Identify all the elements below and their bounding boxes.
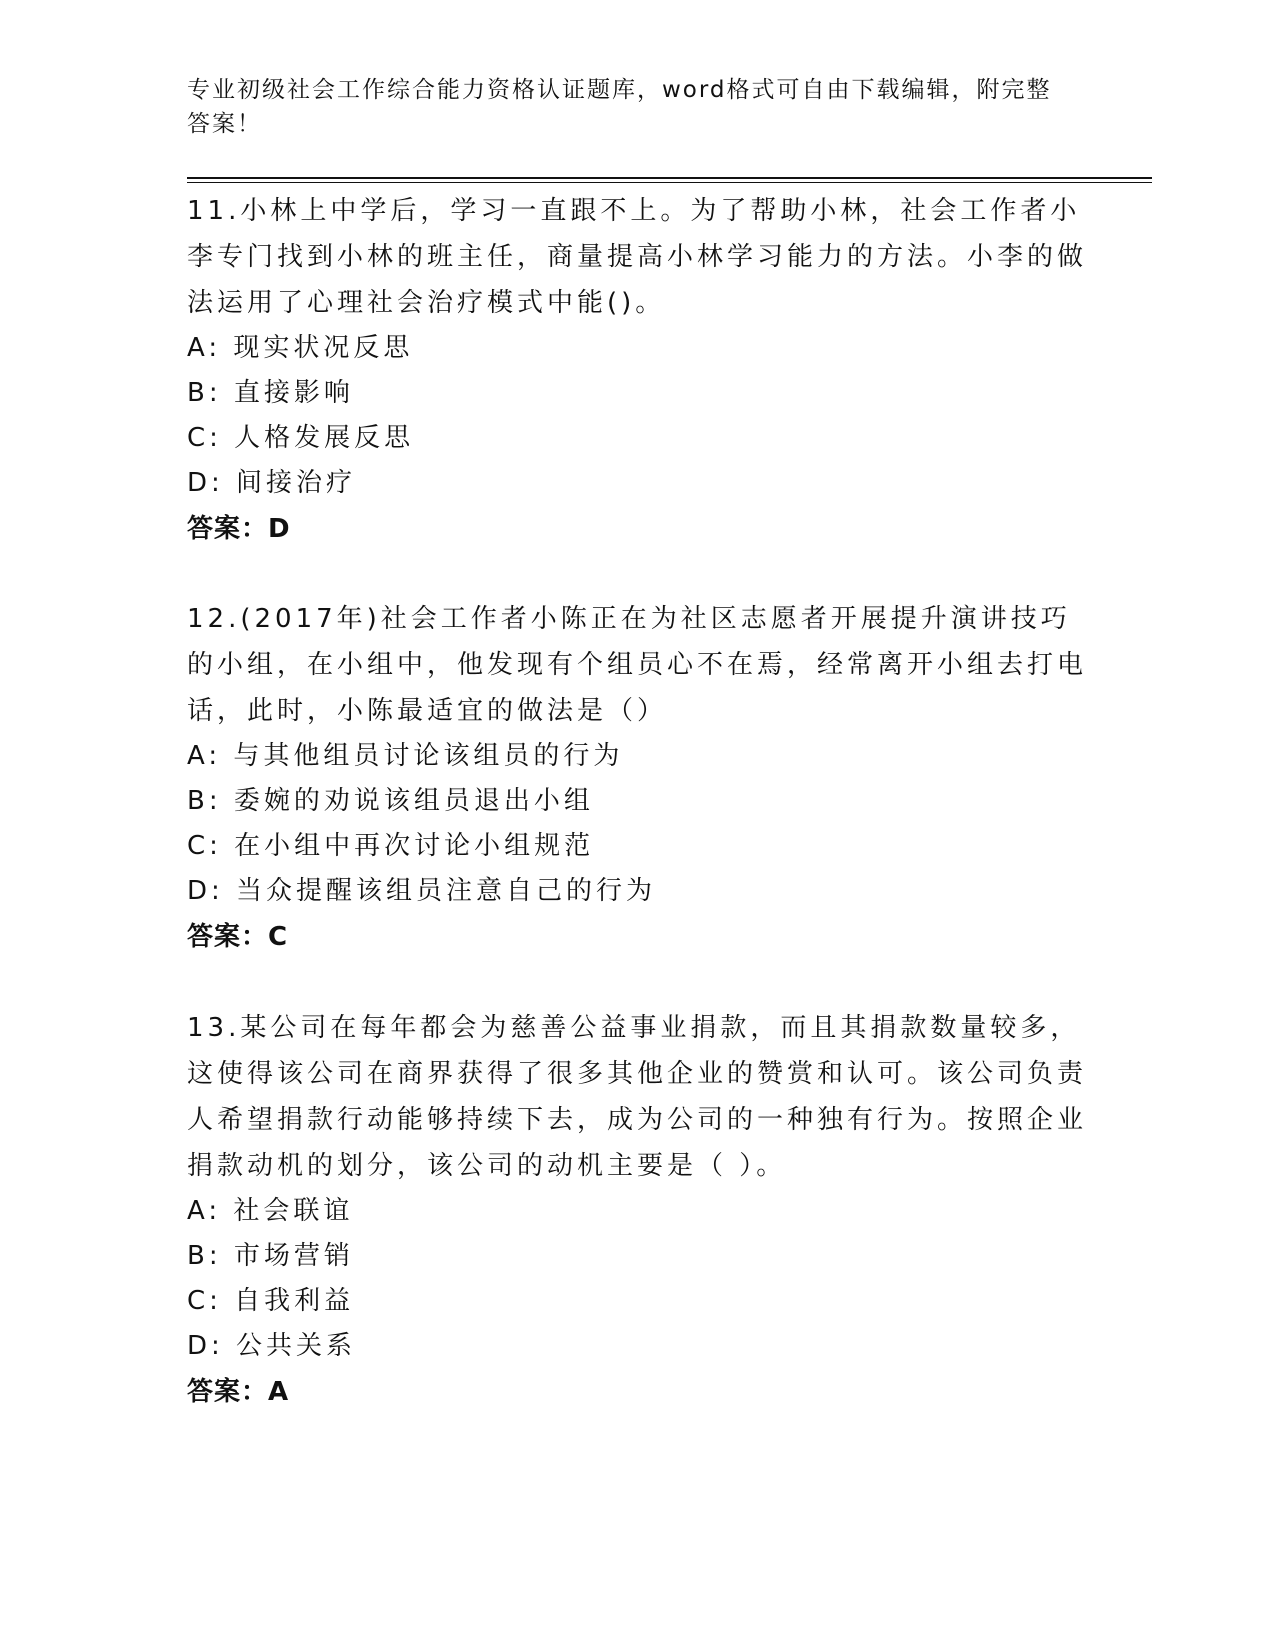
header-divider-thin: [187, 182, 1152, 183]
option-d: D: 当众提醒该组员注意自己的行为: [187, 876, 657, 906]
option-a: A: 与其他组员讨论该组员的行为: [187, 741, 624, 771]
question-block: [187, 1005, 1087, 1415]
answer-label: 答案：A: [187, 1377, 290, 1407]
question-block: [187, 596, 1087, 960]
option-b: B: 市场营销: [187, 1241, 354, 1271]
header-divider-thick: [187, 177, 1152, 179]
option-d: D: 间接治疗: [187, 468, 357, 498]
question-stem: 11.小林上中学后，学习一直跟不上。为了帮助小林，社会工作者小李专门找到小林的班主任，商量提高小林学习能力的方法。小李的做法运用了心理社会治疗模式中能()。: [187, 196, 1088, 318]
option-b: B: 委婉的劝说该组员退出小组: [187, 786, 594, 816]
option-a: A: 现实状况反思: [187, 333, 414, 363]
document-header: 专业初级社会工作综合能力资格认证题库，word格式可自由下载编辑，附完整答案！: [187, 77, 1052, 137]
option-b: B: 直接影响: [187, 378, 354, 408]
question-block: [187, 188, 1087, 552]
question-stem: 13.某公司在每年都会为慈善公益事业捐款，而且其捐款数量较多，这使得该公司在商界获得了很多其他企业的赞赏和认可。该公司负责人希望捐款行动能够持续下去，成为公司的一种独有行为。按照企业捐款动机的划分，该公司的动机主要是（ ）。: [187, 1013, 1088, 1181]
option-d: D: 公共关系: [187, 1331, 357, 1361]
question-stem: 12.(2017年)社会工作者小陈正在为社区志愿者开展提升演讲技巧的小组，在小组中，他发现有个组员心不在焉，经常离开小组去打电话，此时，小陈最适宜的做法是（）: [187, 604, 1088, 726]
option-a: A: 社会联谊: [187, 1196, 354, 1226]
answer-label: 答案：D: [187, 514, 291, 544]
answer-label: 答案：C: [187, 922, 289, 952]
option-c: C: 人格发展反思: [187, 423, 415, 453]
option-c: C: 在小组中再次讨论小组规范: [187, 831, 595, 861]
option-c: C: 自我利益: [187, 1286, 355, 1316]
